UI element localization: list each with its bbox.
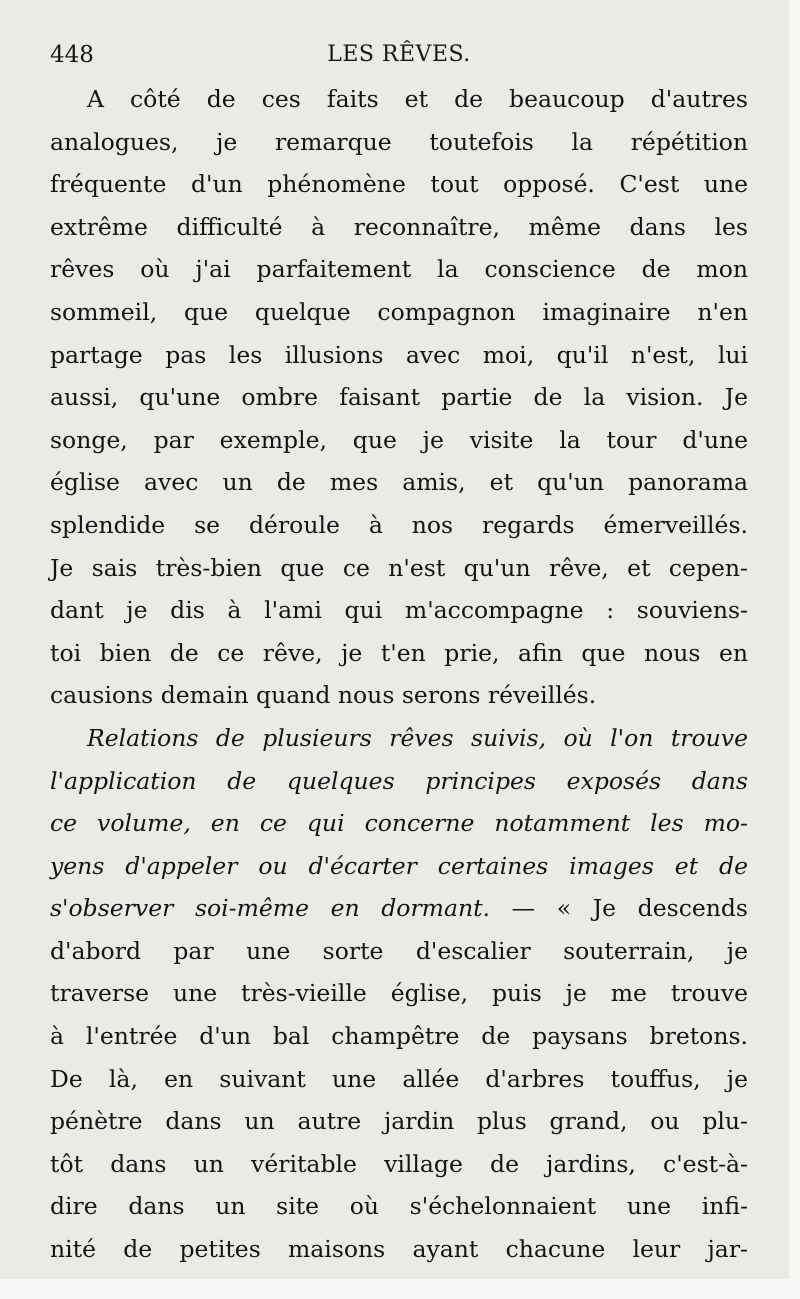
text-line: dire dans un site où s'échelonnaient une infi- [50,1192,748,1221]
text-line: De là, en suivant une allée d'arbres touffus, je [50,1064,748,1093]
text-line: traverse une très-vieille église, puis je me trouve [50,979,748,1008]
text-line: Je sais très-bien que ce n'est qu'un rêve, et cepen- [50,553,748,582]
text-line: d'abord par une sorte d'escalier souterrain, je [50,936,748,965]
page-number: 448 [50,42,94,68]
text-line: A côté de ces faits et de beaucoup d'autres [87,85,748,113]
italic-heading-line: ce volume, en ce qui concerne notamment les mo- [50,809,748,838]
text-line: dant je dis à l'ami qui m'accompagne : souviens- [50,596,748,625]
text-line: songe, par exemple, que je visite la tour d'une [50,425,748,454]
text-line: pénètre dans un autre jardin plus grand, ou plu- [50,1107,748,1136]
text-line: toi bien de ce rêve, je t'en prie, afin que nous en [50,638,748,667]
body-text [50,78,748,1271]
text-line: sommeil, que quelque compagnon imaginaire n'en [50,297,748,326]
text-line: rêves où j'ai parfaitement la conscience de mon [50,255,748,284]
text-line: nité de petites maisons ayant chacune leur jar- [50,1235,748,1264]
italic-heading-end: s'observer soi-même en dormant. [50,894,491,923]
italic-heading-line: yens d'appeler ou d'écarter certaines images et de [50,851,748,880]
text-line: extrême difficulté à reconnaître, même dans les [50,212,748,241]
quotation-start: — « Je descends [490,894,748,923]
running-title: LES RÊVES. [327,42,471,67]
italic-heading-line: l'application de quelques principes exposés dans [50,766,748,795]
text-line: causions demain quand nous serons réveillés. [50,681,597,710]
text-line [50,887,748,930]
text-line: fréquente d'un phénomène tout opposé. C'est une [50,170,748,199]
text-line: église avec un de mes amis, et qu'un panorama [50,468,748,497]
italic-heading-line: Relations de plusieurs rêves suivis, où l'on trouve [87,723,748,752]
scan-margin-bottom [0,1279,800,1299]
text-line: splendide se déroule à nos regards émerveillés. [50,510,748,539]
page-header [50,38,748,72]
text-line: partage pas les illusions avec moi, qu'il n'est, lui [50,340,748,369]
text-line: tôt dans un véritable village de jardins, c'est-à- [50,1149,748,1178]
text-line: aussi, qu'une ombre faisant partie de la vision. Je [50,383,748,412]
text-line: à l'entrée d'un bal champêtre de paysans bretons. [50,1022,748,1051]
scan-margin-right [789,0,800,1299]
text-line: analogues, je remarque toutefois la répétition [50,127,748,156]
